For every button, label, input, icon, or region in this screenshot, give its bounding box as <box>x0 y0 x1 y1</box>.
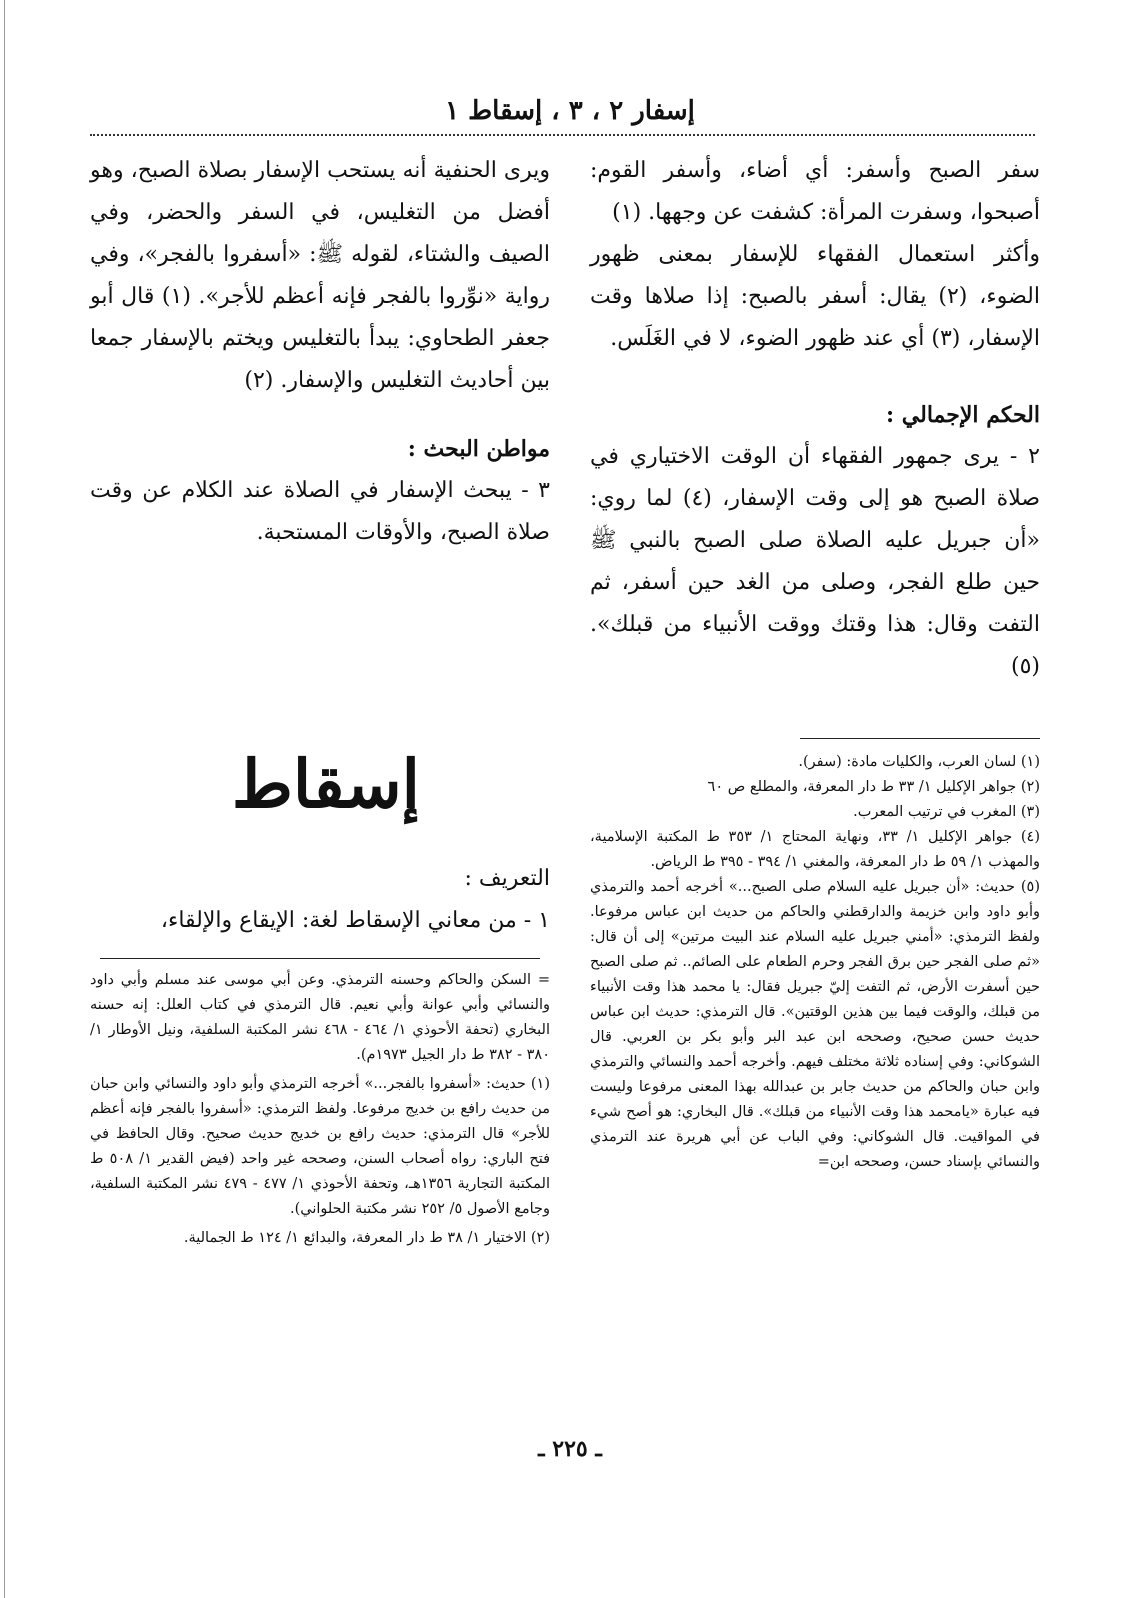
entry-title: إسقاط <box>231 745 420 823</box>
footnote: = السكن والحاكم وحسنه الترمذي. وعن أبي موسى عند مسلم وأبي داود والنسائي وأبي عوانة وأبي نعيم. قال الترمذي في كتاب العلل: إنه حسنه البخاري (تحفة الأحوذي ١/ ٤٦٤ - ٤٦٨ نشر المكتبة السلفية، ونيل الأوطار ١/ ٣٨٠ - ٣٨٢ ط دار الجيل ١٩٧٣م). <box>90 972 551 1063</box>
header-dotted-rule <box>90 134 1035 136</box>
running-header: إسفار ٢ ، ٣ ، إسقاط ١ <box>445 96 695 126</box>
footnote: (١) حديث: «أسفروا بالفجر...» أخرجه الترمذي وأبو داود والنسائي وابن حبان من حديث رافع بن خديج مرفوعا. ولفظ الترمذي: «أسفروا بالفجر فإنه أعظم للأجر» قال الترمذي: حديث رافع بن خديج حديث صحيح. وقال الحافظ في فتح الباري: رواه أصحاب السنن، وصححه غير واحد (فيض القدير ١/ ٥٠٨ ط المكتبة التجارية ١٣٥٦هـ، وتحفة الأحوذي ١/ ٤٧٧ - ٤٧٩ نشر المكتبة السلفية، وجامع الأصول ٥/ ٢٥٢ نشر مكتبة الحلواني). <box>90 1076 551 1217</box>
paragraph: ١ - من معاني الإسقاط لغة: الإيقاع والإلقاء، <box>160 908 550 933</box>
section-heading: مواطن البحث : <box>407 436 550 462</box>
footnote: (٢) الاختيار ١/ ٣٨ ط دار المعرفة، والبدائع ١/ ١٢٤ ط الجمالية. <box>183 1230 550 1246</box>
section-heading: الحكم الإجمالي : <box>886 402 1040 428</box>
footnote: (٤) جواهر الإكليل ١/ ٣٣، ونهاية المحتاج ١/ ٣٥٣ ط المكتبة الإسلامية، والمهذب ١/ ٥٩ ط دار المعرفة، والمغني ١/ ٣٩٤ - ٣٩٥ ط الرياض. <box>590 829 1040 870</box>
footnote: (٣) المغرب في ترتيب المعرب. <box>853 804 1040 820</box>
paragraph: ٣ - يبحث الإسفار في الصلاة عند الكلام عن وقت صلاة الصبح، والأوقات المستحبة. <box>90 478 550 545</box>
paragraph: ٢ - يرى جمهور الفقهاء أن الوقت الاختياري في صلاة الصبح هو إلى وقت الإسفار، (٤) لما روي: «أن جبريل عليه الصلاة صلى الصبح بالنبي ﷺ حين طلع الفجر، وصلى من الغد حين أسفر، ثم التفت وقال: هذا وقتك ووقت الأنبياء من قبلك». (٥) <box>590 444 1041 679</box>
footnote: (٥) حديث: «أن جبريل عليه السلام صلى الصبح...» أخرجه أحمد والترمذي وأبو داود وابن خزيمة والدارقطني والحاكم من حديث ابن عباس مرفوعا. ولفظ الترمذي: «أمني جبريل عليه السلام عند البيت مرتين» إلى أن قال: «ثم صلى الفجر حين برق الفجر وحرم الطعام على الصائم.. ثم صلى الصبح حين أسفرت الأرض، ثم التفت إليّ جبريل فقال: يا محمد هذا وقت الأنبياء من قبلك، والوقت فيما بين هذين الوقتين». قال الترمذي: حديث ابن عباس حديث حسن صحيح، وصححه ابن عبد البر وأبو بكر بن العربي. قال الشوكاني: وفي إسناده ثلاثة مختلف فيهم. وأخرجه أحمد والنسائي والترمذي وابن حبان والحاكم من حديث جابر بن عبدالله بهذا المعنى مرفوعا وليست فيه عبارة «يامحمد هذا وقت الأنبياء من قبلك». قال البخاري: هو أصح شيء في المواقيت. قال الشوكاني: وفي الباب عن أبي هريرة عند الترمذي والنسائي بإسناد حسن، وصححه ابن= <box>590 879 1040 1170</box>
left-footnotes <box>90 968 550 1251</box>
paragraph: وأكثر استعمال الفقهاء للإسفار بمعنى ظهور الضوء، (٢) يقال: أسفر بالصبح: إذا صلاها وقت الإسفار، (٣) أي عند ظهور الضوء، لا في الغَلَس. <box>590 242 1040 351</box>
section-heading: التعريف : <box>464 866 550 891</box>
right-column <box>590 150 1040 688</box>
paragraph: ويرى الحنفية أنه يستحب الإسفار بصلاة الصبح، وهو أفضل من التغليس، في السفر والحضر، وفي الصيف والشتاء، لقوله ﷺ: «أسفروا بالفجر»، وفي رواية «نوِّروا بالفجر فإنه أعظم للأجر». (١) قال أبو جعفر الطحاوي: يبدأ بالتغليس ويختم بالإسفار جمعا بين أحاديث التغليس والإسفار. (٢) <box>90 158 551 393</box>
footnote-rule <box>800 738 1040 739</box>
margin-rule <box>4 0 5 1598</box>
footnote-rule <box>100 958 540 959</box>
paragraph: سفر الصبح وأسفر: أي أضاء، وأسفر القوم: أصبحوا، وسفرت المرأة: كشفت عن وجهها. (١) <box>590 158 1040 225</box>
footnote: (٢) جواهر الإكليل ١/ ٣٣ ط دار المعرفة، والمطلع ص ٦٠ <box>707 779 1040 795</box>
page-number: ـ ٢٢٥ ـ <box>538 1436 602 1462</box>
definition-block <box>90 858 550 942</box>
left-column <box>90 150 550 554</box>
footnote: (١) لسان العرب، والكليات مادة: (سفر). <box>798 754 1040 770</box>
right-footnotes <box>590 750 1040 1175</box>
